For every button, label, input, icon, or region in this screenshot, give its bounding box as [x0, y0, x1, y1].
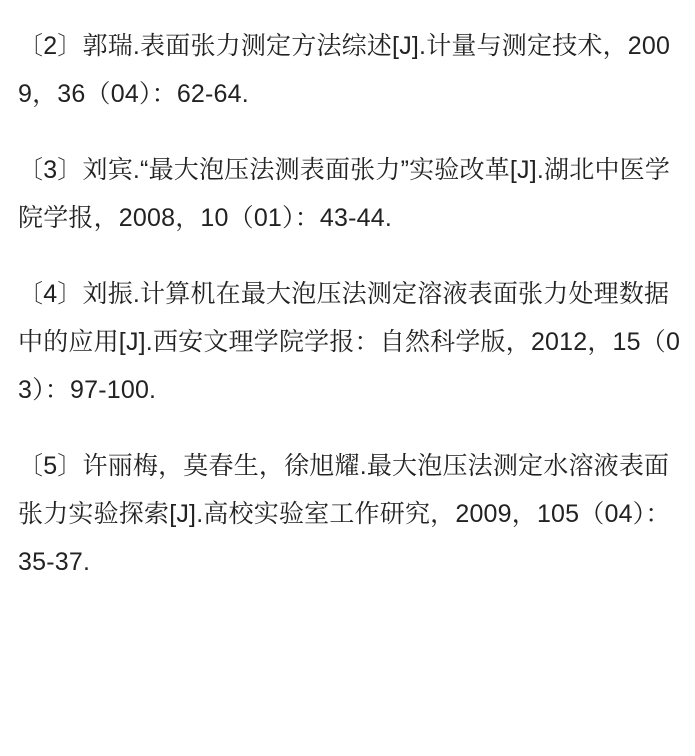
reference-entry: 〔3〕刘宾.“最大泡压法测表面张力”实验改革[J].湖北中医学院学报，2008，10（01）：43-44.: [18, 156, 671, 232]
reference-entry: 〔4〕刘振.计算机在最大泡压法测定溶液表面张力处理数据中的应用[J].西安文理学院学报：自然科学版，2012，15（03）：97-100.: [18, 280, 681, 404]
reference-entry: 〔5〕许丽梅，莫春生，徐旭耀.最大泡压法测定水溶液表面张力实验探索[J].高校实验室工作研究，2009，105（04）：35-37.: [18, 452, 671, 576]
reference-list: [18, 22, 681, 586]
reference-entry: 〔2〕郭瑞.表面张力测定方法综述[J].计量与测定技术，2009，36（04）：62-64.: [18, 32, 671, 108]
